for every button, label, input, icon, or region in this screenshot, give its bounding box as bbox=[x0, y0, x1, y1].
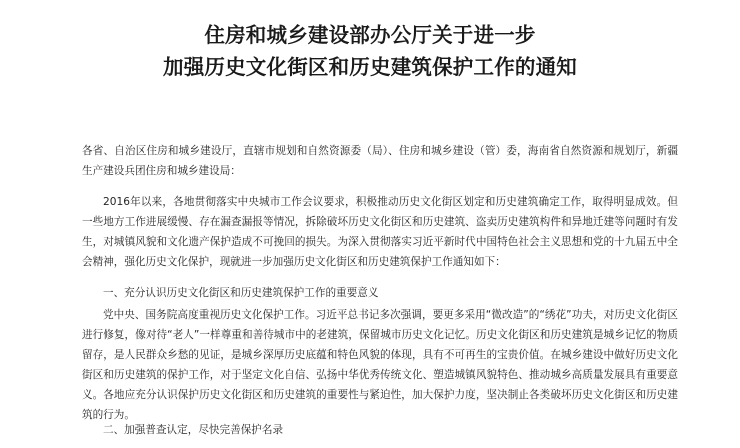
document-title-line-1: 住房和城乡建设部办公厅关于进一步 bbox=[204, 23, 536, 47]
section-1-paragraph: 党中央、国务院高度重视历史文化保护工作。习近平总书记多次强调，要更多采用“微改造”的“绣花”功夫，对历史文化街区进行修复，像对待“老人”一样尊重和善待城市中的老建筑，保留城市历史文化记忆。历史文化街区和历史建筑是城乡记忆的物质留存，是人民群众乡愁的见证，是城乡深厚历史底蕴和特色风貌的体现，具有不可再生的宝贵价值。在城乡建设中做好历史文化街区和历史建筑的保护工作，对于坚定文化自信、弘扬中华优秀传统文化、塑造城镇风貌特色、推动城乡高质量发展具有重要意义。各地应充分认识保护历史文化街区和历史建筑的重要性与紧迫性，加大保护力度，坚决制止各类破坏历史文化街区和历史建筑的行为。 bbox=[82, 309, 678, 422]
salutation-paragraph: 各省、自治区住房和城乡建设厅，直辖市规划和自然资源委（局）、住房和城乡建设（管）委，海南省自然资源和规划厅，新疆生产建设兵团住房和城乡建设局： bbox=[82, 145, 678, 178]
section-1-heading: 一、充分认识历史文化街区和历史建筑保护工作的重要意义 bbox=[103, 287, 379, 299]
section-2-heading: 二、加强普查认定，尽快完善保护名录 bbox=[103, 424, 284, 436]
intro-paragraph: 2016年以来，各地贯彻落实中央城市工作会议要求，积极推动历史文化街区划定和历史建筑确定工作，取得明显成效。但一些地方工作进展缓慢、存在漏查漏报等情况，拆除破坏历史文化街区和历史建筑、盗卖历史建筑构件和异地迁建等问题时有发生，对城镇风貌和文化遗产保护造成不可挽回的损失。为深入贯彻落实习近平新时代中国特色社会主义思想和党的十九届五中全会精神，强化历史文化保护，现就进一步加强历史文化街区和历史建筑保护工作通知如下： bbox=[82, 196, 678, 269]
document-title-line-2: 加强历史文化街区和历史建筑保护工作的通知 bbox=[163, 55, 577, 79]
